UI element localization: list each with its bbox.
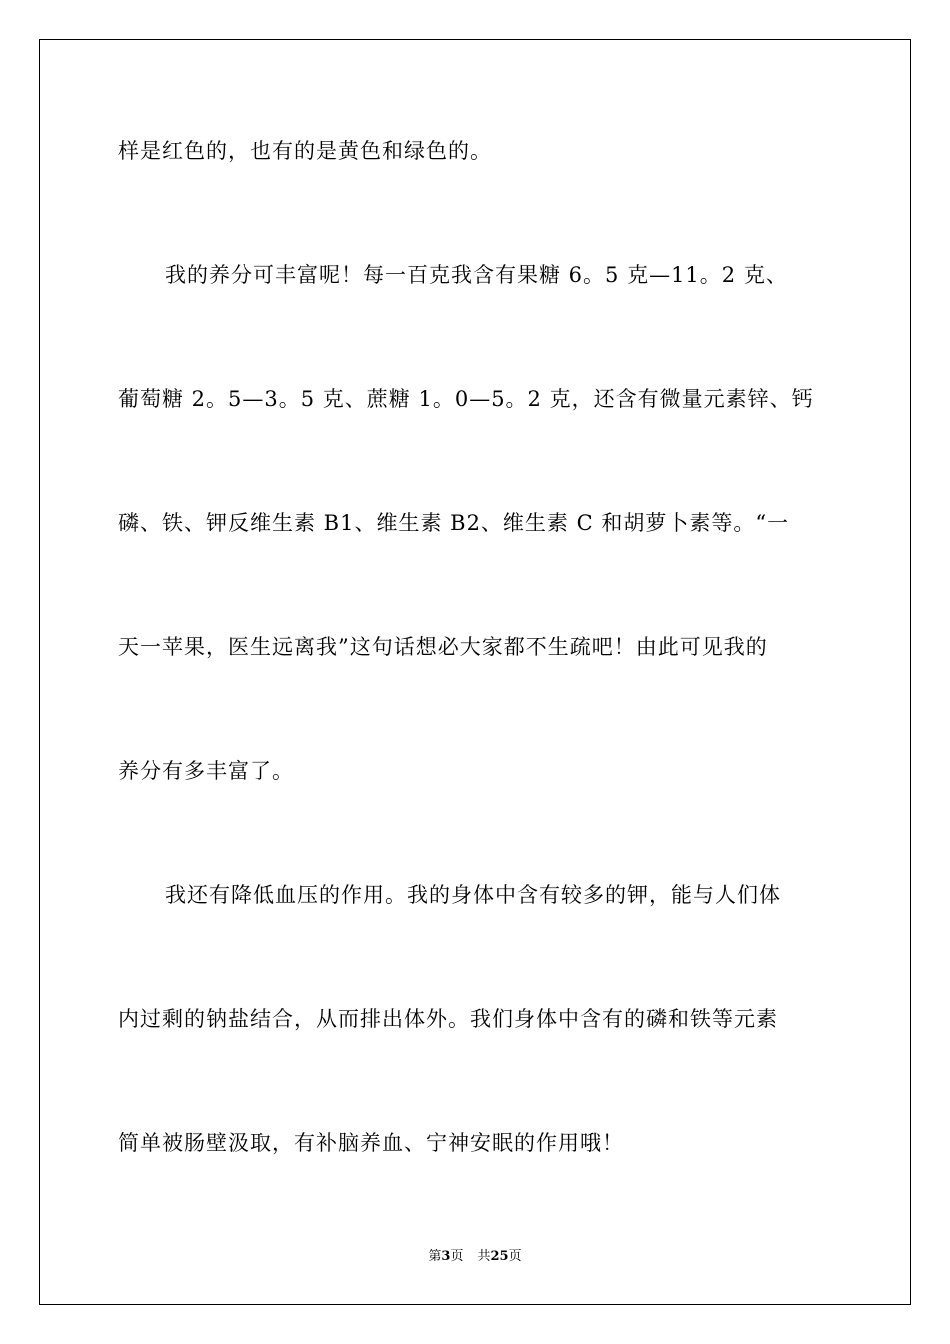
paragraph-line-4: 磷、铁、钾反维生素 B1、维生素 B2、维生素 C 和胡萝卜素等。“一	[118, 511, 790, 535]
paragraph-line-8: 内过剩的钠盐结合，从而排出体外。我们身体中含有的磷和铁等元素	[118, 1007, 778, 1031]
footer-total-pages: 25	[490, 1249, 509, 1264]
footer-page-prefix: 第	[428, 1249, 442, 1264]
paragraph-line-6: 养分有多丰富了。	[118, 759, 294, 783]
paragraph-line-2: 我的养分可丰富呢！每一百克我含有果糖 6。5 克—11。2 克、	[165, 263, 788, 287]
page-border	[39, 39, 911, 1305]
paragraph-line-7: 我还有降低血压的作用。我的身体中含有较多的钾，能与人们体	[165, 883, 781, 907]
footer-total-prefix: 共	[477, 1249, 491, 1264]
paragraph-line-1: 样是红色的，也有的是黄色和绿色的。	[118, 139, 492, 163]
paragraph-line-3: 葡萄糖 2。5—3。5 克、蔗糖 1。0—5。2 克，还含有微量元素锌、钙	[118, 387, 814, 411]
page-footer	[0, 1248, 950, 1266]
footer-page-number: 3	[441, 1249, 451, 1264]
paragraph-line-5: 天一苹果，医生远离我”这句话想必大家都不生疏吧！由此可见我的	[118, 635, 768, 659]
footer-total-suffix: 页	[508, 1249, 522, 1264]
paragraph-line-9: 简单被肠壁汲取，有补脑养血、宁神安眠的作用哦！	[118, 1131, 624, 1155]
footer-page-suffix: 页	[450, 1249, 464, 1264]
